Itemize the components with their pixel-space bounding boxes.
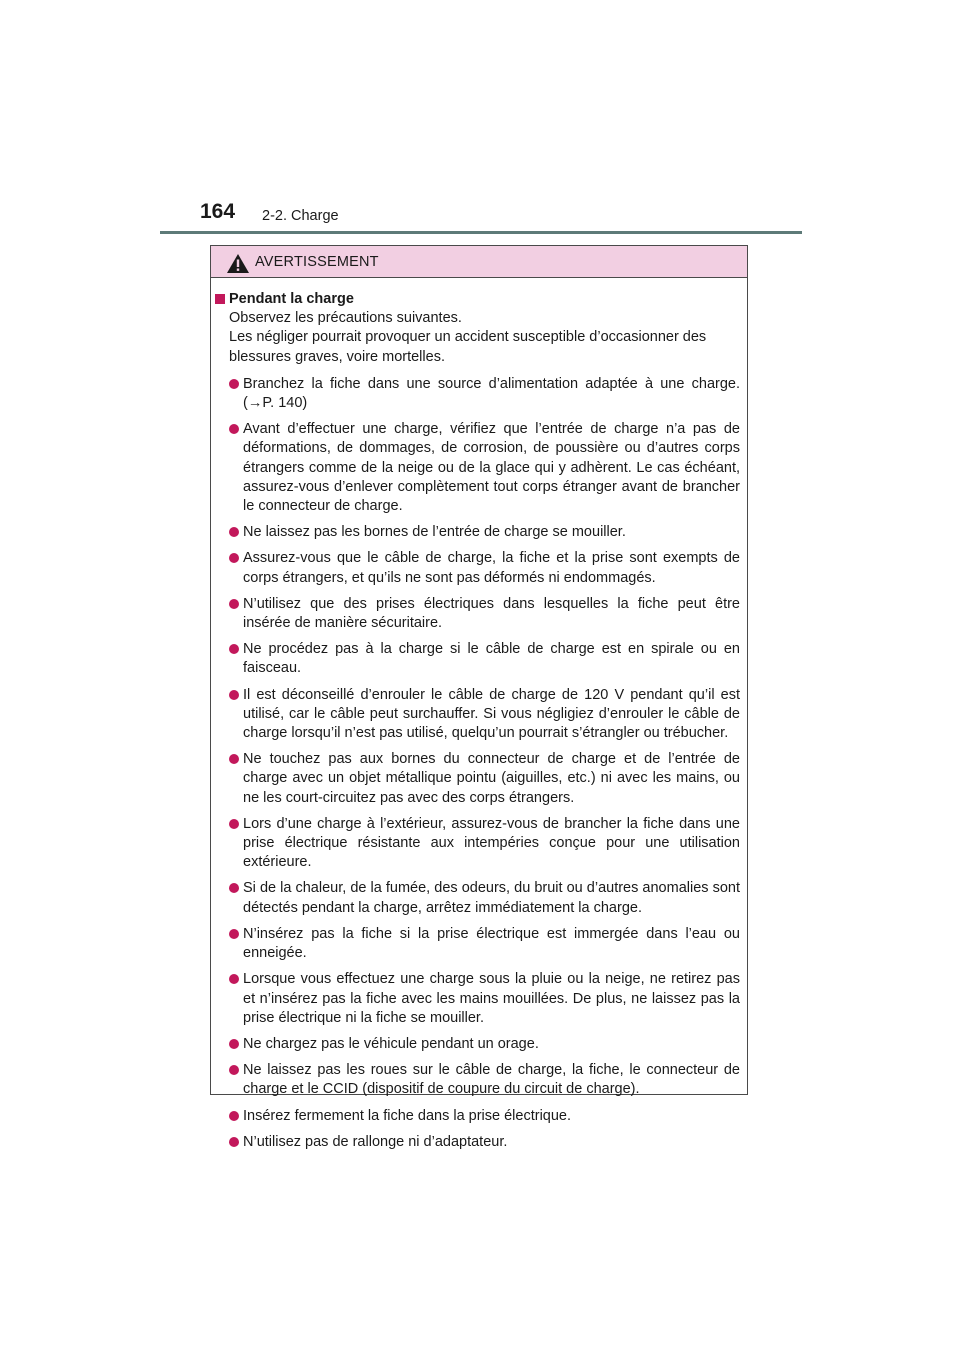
list-item xyxy=(215,1133,740,1152)
list-item-text: N’utilisez que des prises électriques dans lesquelles la fiche peut être insérée de manière sécuritaire. xyxy=(243,595,740,632)
list-item-text: Ne laissez pas les bornes de l’entrée de charge se mouiller. xyxy=(243,524,626,541)
list-item xyxy=(215,640,740,678)
list-item-text: Assurez-vous que le câble de charge, la fiche et la prise sont exempts de corps étrangers, et qu’ils ne sont pas déformés ni endommagés. xyxy=(243,550,740,586)
list-item xyxy=(215,420,740,516)
list-item xyxy=(215,1061,740,1099)
list-item-text: Ne laissez pas les roues sur le câble de charge, la fiche, le connecteur de charge et le CCID (dispositif de coupure du circuit de charge). xyxy=(243,1062,740,1098)
list-item-text: Ne touchez pas aux bornes du connecteur de charge et de l’entrée de charge avec un objet métallique pointu (aiguilles, etc.) ni avec les mains, ou ne les court-circuitez pas avec des corps étrangers. xyxy=(243,751,740,806)
section-heading xyxy=(215,290,740,309)
warning-box xyxy=(210,245,748,1150)
bullet-dot-icon xyxy=(229,1111,239,1121)
section-heading-text: Pendant la charge xyxy=(229,291,354,307)
list-item xyxy=(215,686,740,744)
intro-line-1: Observez les précautions suivantes. xyxy=(229,310,462,327)
bullet-dot-icon xyxy=(229,1039,239,1049)
bullet-dot-icon xyxy=(229,819,239,829)
header-rule xyxy=(160,231,802,234)
bullet-dot-icon xyxy=(229,424,239,434)
list-item-text: Il est déconseillé d’enrouler le câble de charge de 120 V pendant qu’il est utilisé, car le câble peut surchauffer. Si vous négligiez d’enrouler le câble de charge lorsqu’il n’est pas utilisé, quelqu’un pourrait s’étrangler ou trébucher. xyxy=(243,686,740,742)
bullet-dot-icon xyxy=(229,929,239,939)
bullet-dot-icon xyxy=(229,754,239,764)
bullet-dot-icon xyxy=(229,974,239,984)
section-title: 2-2. Charge xyxy=(262,208,339,224)
list-item-text: Lorsque vous effectuez une charge sous la pluie ou la neige, ne retirez pas et n’insérez pas la fiche avec les mains mouillées. De plus, ne laissez pas la prise électrique ni la fiche se mouiller. xyxy=(243,971,740,1026)
list-item-text: N’utilisez pas de rallonge ni d’adaptateur. xyxy=(243,1133,508,1150)
list-item-text: Branchez la fiche dans une source d’alimentation adaptée à une charge. (→P. 140) xyxy=(243,375,740,412)
list-item-text: Si de la chaleur, de la fumée, des odeurs, du bruit ou d’autres anomalies sont détectés pendant la charge, arrêtez immédiatement la charge. xyxy=(243,880,740,916)
bullet-dot-icon xyxy=(229,599,239,609)
list-item xyxy=(215,523,740,542)
warning-body xyxy=(211,278,747,1152)
bullet-dot-icon xyxy=(229,553,239,563)
list-item xyxy=(215,925,740,963)
list-item xyxy=(215,595,740,633)
intro-line-2: Les négliger pourrait provoquer un accident susceptible d’occasionner des blessures graves, voire mortelles. xyxy=(229,329,707,365)
intro-text xyxy=(215,309,740,367)
list-item xyxy=(215,549,740,587)
list-item-text: Ne procédez pas à la charge si le câble de charge est en spirale ou en faisceau. xyxy=(243,641,740,677)
list-item-text: Lors d’une charge à l’extérieur, assurez-vous de brancher la fiche dans une prise électrique résistante aux intempéries conçue pour une utilisation extérieure. xyxy=(243,815,740,871)
list-item-text: Avant d’effectuer une charge, vérifiez que l’entrée de charge n’a pas de déformations, de dommages, de corrosion, de poussière ou d’autres corps étrangers comme de la neige ou de la glace qui y adhèrent. Le cas échéant, assurez-vous d’enlever complètement tout corps étranger avant de brancher le connecteur de charge. xyxy=(243,421,740,515)
bullet-dot-icon xyxy=(229,1137,239,1147)
warning-header xyxy=(211,246,747,278)
list-item-text: Insérez fermement la fiche dans la prise électrique. xyxy=(243,1107,572,1124)
bullet-dot-icon xyxy=(229,883,239,893)
list-item xyxy=(215,750,740,808)
warning-triangle-icon xyxy=(227,254,249,273)
list-item xyxy=(215,375,740,413)
square-bullet-icon xyxy=(215,294,225,304)
bullet-dot-icon xyxy=(229,644,239,654)
list-item xyxy=(215,1035,740,1054)
list-item-text: N’insérez pas la fiche si la prise électrique est immergée dans l’eau ou enneigée. xyxy=(243,925,740,962)
precautions-list xyxy=(215,375,740,1152)
warning-title: AVERTISSEMENT xyxy=(255,254,379,270)
list-item xyxy=(215,815,740,873)
bullet-dot-icon xyxy=(229,1065,239,1075)
list-item xyxy=(215,879,740,917)
bullet-dot-icon xyxy=(229,527,239,537)
page-number: 164 xyxy=(200,200,236,223)
list-item xyxy=(215,1107,740,1126)
bullet-dot-icon xyxy=(229,379,239,389)
list-item xyxy=(215,970,740,1028)
list-item-text: Ne chargez pas le véhicule pendant un orage. xyxy=(243,1035,539,1052)
bullet-dot-icon xyxy=(229,690,239,700)
